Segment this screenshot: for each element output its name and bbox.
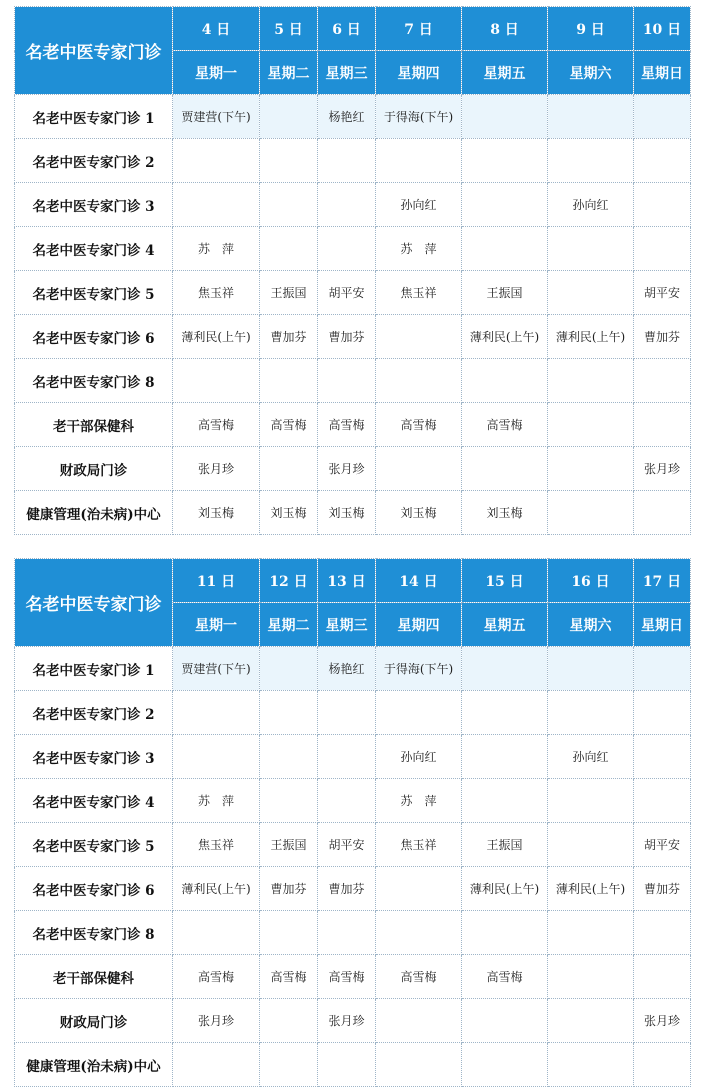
table-row <box>15 271 691 315</box>
table-row <box>15 447 691 491</box>
weekday-header: 星期日 <box>634 603 691 647</box>
doctor-cell <box>548 491 634 535</box>
doctor-cell <box>376 999 462 1043</box>
table-title: 名老中医专家门诊 <box>15 7 173 95</box>
schedule-body <box>15 559 691 1087</box>
table-row <box>15 823 691 867</box>
date-header: 11 日 <box>173 559 260 603</box>
doctor-cell <box>173 735 260 779</box>
doctor-cell: 张月珍 <box>173 447 260 491</box>
weekday-header: 星期二 <box>260 603 318 647</box>
doctor-cell: 杨艳红 <box>318 95 376 139</box>
table-row <box>15 403 691 447</box>
doctor-cell <box>548 691 634 735</box>
clinic-label: 名老中医专家门诊 4 <box>15 227 173 271</box>
doctor-cell <box>260 227 318 271</box>
doctor-cell <box>376 139 462 183</box>
doctor-cell <box>173 183 260 227</box>
clinic-label: 名老中医专家门诊 3 <box>15 735 173 779</box>
doctor-cell: 曹加芬 <box>260 867 318 911</box>
doctor-cell: 高雪梅 <box>318 403 376 447</box>
doctor-cell <box>548 823 634 867</box>
doctor-cell: 焦玉祥 <box>376 271 462 315</box>
table-row <box>15 183 691 227</box>
doctor-cell: 高雪梅 <box>462 403 548 447</box>
clinic-label: 老干部保健科 <box>15 955 173 999</box>
doctor-cell <box>318 779 376 823</box>
table-row <box>15 315 691 359</box>
table-row <box>15 735 691 779</box>
doctor-cell <box>634 691 691 735</box>
clinic-label: 名老中医专家门诊 5 <box>15 271 173 315</box>
table-row <box>15 227 691 271</box>
date-header: 12 日 <box>260 559 318 603</box>
doctor-cell <box>260 139 318 183</box>
table-row <box>15 911 691 955</box>
doctor-cell <box>376 447 462 491</box>
header-date-row <box>15 7 691 51</box>
weekday-header: 星期四 <box>376 603 462 647</box>
doctor-cell: 高雪梅 <box>318 955 376 999</box>
doctor-cell <box>462 95 548 139</box>
doctor-cell: 张月珍 <box>318 447 376 491</box>
date-header: 6 日 <box>318 7 376 51</box>
table-title: 名老中医专家门诊 <box>15 559 173 647</box>
doctor-cell <box>318 183 376 227</box>
doctor-cell: 孙向红 <box>548 183 634 227</box>
doctor-cell: 苏 萍 <box>376 779 462 823</box>
doctor-cell: 高雪梅 <box>173 955 260 999</box>
schedule-body <box>15 7 691 535</box>
doctor-cell <box>260 999 318 1043</box>
doctor-cell: 薄利民(上午) <box>173 867 260 911</box>
doctor-cell <box>260 779 318 823</box>
doctor-cell <box>260 691 318 735</box>
doctor-cell <box>634 779 691 823</box>
weekday-header: 星期三 <box>318 51 376 95</box>
doctor-cell: 薄利民(上午) <box>548 315 634 359</box>
doctor-cell: 胡平安 <box>318 271 376 315</box>
table-row <box>15 359 691 403</box>
doctor-cell <box>318 691 376 735</box>
clinic-label: 健康管理(治未病)中心 <box>15 1043 173 1087</box>
clinic-label: 财政局门诊 <box>15 999 173 1043</box>
doctor-cell: 焦玉祥 <box>376 823 462 867</box>
doctor-cell: 苏 萍 <box>376 227 462 271</box>
doctor-cell: 薄利民(上午) <box>462 867 548 911</box>
doctor-cell <box>260 647 318 691</box>
doctor-cell: 曹加芬 <box>260 315 318 359</box>
doctor-cell <box>173 359 260 403</box>
date-header: 4 日 <box>173 7 260 51</box>
doctor-cell <box>376 867 462 911</box>
doctor-cell <box>548 271 634 315</box>
clinic-label: 名老中医专家门诊 2 <box>15 691 173 735</box>
doctor-cell <box>376 691 462 735</box>
doctor-cell: 刘玉梅 <box>318 491 376 535</box>
date-header: 8 日 <box>462 7 548 51</box>
date-header: 7 日 <box>376 7 462 51</box>
doctor-cell <box>634 955 691 999</box>
table-row <box>15 139 691 183</box>
doctor-cell <box>548 227 634 271</box>
doctor-cell: 王振国 <box>462 823 548 867</box>
doctor-cell <box>462 227 548 271</box>
table-row <box>15 95 691 139</box>
doctor-cell: 张月珍 <box>634 999 691 1043</box>
date-header: 5 日 <box>260 7 318 51</box>
weekday-header: 星期四 <box>376 51 462 95</box>
clinic-label: 老干部保健科 <box>15 403 173 447</box>
doctor-cell <box>548 359 634 403</box>
table-row <box>15 867 691 911</box>
weekday-header: 星期三 <box>318 603 376 647</box>
doctor-cell <box>462 691 548 735</box>
doctor-cell: 杨艳红 <box>318 647 376 691</box>
doctor-cell <box>462 139 548 183</box>
doctor-cell <box>318 911 376 955</box>
doctor-cell <box>260 183 318 227</box>
schedule-table-week-2 <box>14 558 691 1087</box>
doctor-cell <box>548 779 634 823</box>
doctor-cell: 刘玉梅 <box>376 491 462 535</box>
doctor-cell: 胡平安 <box>634 271 691 315</box>
date-header: 9 日 <box>548 7 634 51</box>
doctor-cell <box>548 447 634 491</box>
doctor-cell <box>318 735 376 779</box>
doctor-cell: 胡平安 <box>634 823 691 867</box>
clinic-label: 名老中医专家门诊 6 <box>15 867 173 911</box>
clinic-label: 名老中医专家门诊 8 <box>15 359 173 403</box>
doctor-cell <box>462 779 548 823</box>
doctor-cell: 张月珍 <box>173 999 260 1043</box>
doctor-cell <box>634 491 691 535</box>
doctor-cell <box>634 359 691 403</box>
weekday-header: 星期二 <box>260 51 318 95</box>
doctor-cell: 曹加芬 <box>634 867 691 911</box>
weekday-header: 星期日 <box>634 51 691 95</box>
doctor-cell <box>634 95 691 139</box>
doctor-cell: 孙向红 <box>548 735 634 779</box>
doctor-cell <box>173 139 260 183</box>
doctor-cell <box>548 403 634 447</box>
doctor-cell: 高雪梅 <box>173 403 260 447</box>
date-header: 15 日 <box>462 559 548 603</box>
doctor-cell <box>634 227 691 271</box>
doctor-cell: 薄利民(上午) <box>462 315 548 359</box>
clinic-label: 名老中医专家门诊 1 <box>15 647 173 691</box>
doctor-cell: 孙向红 <box>376 735 462 779</box>
doctor-cell: 薄利民(上午) <box>548 867 634 911</box>
weekday-header: 星期六 <box>548 51 634 95</box>
doctor-cell <box>548 999 634 1043</box>
doctor-cell: 焦玉祥 <box>173 271 260 315</box>
doctor-cell <box>548 647 634 691</box>
doctor-cell: 贾建营(下午) <box>173 95 260 139</box>
clinic-label: 名老中医专家门诊 4 <box>15 779 173 823</box>
doctor-cell <box>462 735 548 779</box>
clinic-label: 名老中医专家门诊 8 <box>15 911 173 955</box>
doctor-cell: 张月珍 <box>634 447 691 491</box>
doctor-cell <box>548 139 634 183</box>
doctor-cell <box>260 95 318 139</box>
clinic-label: 财政局门诊 <box>15 447 173 491</box>
doctor-cell: 张月珍 <box>318 999 376 1043</box>
doctor-cell <box>260 447 318 491</box>
doctor-cell <box>260 911 318 955</box>
doctor-cell <box>634 183 691 227</box>
doctor-cell <box>376 359 462 403</box>
clinic-label: 名老中医专家门诊 1 <box>15 95 173 139</box>
doctor-cell: 曹加芬 <box>318 315 376 359</box>
doctor-cell: 曹加芬 <box>318 867 376 911</box>
clinic-label: 名老中医专家门诊 3 <box>15 183 173 227</box>
header-date-row <box>15 559 691 603</box>
doctor-cell <box>634 139 691 183</box>
table-row <box>15 779 691 823</box>
doctor-cell <box>318 359 376 403</box>
schedule-table-week-1 <box>14 6 691 535</box>
doctor-cell: 高雪梅 <box>462 955 548 999</box>
doctor-cell: 刘玉梅 <box>260 491 318 535</box>
doctor-cell <box>548 955 634 999</box>
doctor-cell: 高雪梅 <box>260 955 318 999</box>
doctor-cell: 刘玉梅 <box>173 491 260 535</box>
date-header: 10 日 <box>634 7 691 51</box>
doctor-cell <box>548 911 634 955</box>
table-row <box>15 999 691 1043</box>
weekday-header: 星期六 <box>548 603 634 647</box>
doctor-cell <box>462 647 548 691</box>
doctor-cell <box>462 359 548 403</box>
doctor-cell: 苏 萍 <box>173 227 260 271</box>
doctor-cell <box>462 999 548 1043</box>
doctor-cell <box>173 911 260 955</box>
weekday-header: 星期一 <box>173 51 260 95</box>
date-header: 17 日 <box>634 559 691 603</box>
doctor-cell: 于得海(下午) <box>376 95 462 139</box>
doctor-cell <box>462 183 548 227</box>
doctor-cell: 王振国 <box>260 823 318 867</box>
doctor-cell <box>173 691 260 735</box>
doctor-cell: 贾建营(下午) <box>173 647 260 691</box>
clinic-label: 名老中医专家门诊 5 <box>15 823 173 867</box>
doctor-cell: 高雪梅 <box>260 403 318 447</box>
doctor-cell: 焦玉祥 <box>173 823 260 867</box>
doctor-cell <box>260 735 318 779</box>
doctor-cell <box>462 447 548 491</box>
clinic-label: 名老中医专家门诊 6 <box>15 315 173 359</box>
table-row <box>15 491 691 535</box>
doctor-cell <box>634 403 691 447</box>
table-row <box>15 647 691 691</box>
doctor-cell: 薄利民(上午) <box>173 315 260 359</box>
clinic-label: 健康管理(治未病)中心 <box>15 491 173 535</box>
doctor-cell: 曹加芬 <box>634 315 691 359</box>
doctor-cell: 于得海(下午) <box>376 647 462 691</box>
weekday-header: 星期五 <box>462 51 548 95</box>
doctor-cell <box>634 735 691 779</box>
doctor-cell: 王振国 <box>462 271 548 315</box>
weekday-header: 星期一 <box>173 603 260 647</box>
table-row <box>15 691 691 735</box>
clinic-label: 名老中医专家门诊 2 <box>15 139 173 183</box>
doctor-cell: 胡平安 <box>318 823 376 867</box>
date-header: 13 日 <box>318 559 376 603</box>
doctor-cell <box>376 315 462 359</box>
weekday-header: 星期五 <box>462 603 548 647</box>
doctor-cell: 高雪梅 <box>376 403 462 447</box>
doctor-cell: 刘玉梅 <box>462 491 548 535</box>
table-row <box>15 955 691 999</box>
doctor-cell: 王振国 <box>260 271 318 315</box>
doctor-cell <box>318 227 376 271</box>
doctor-cell: 苏 萍 <box>173 779 260 823</box>
doctor-cell <box>634 647 691 691</box>
date-header: 14 日 <box>376 559 462 603</box>
doctor-cell <box>462 911 548 955</box>
doctor-cell <box>260 359 318 403</box>
doctor-cell <box>318 139 376 183</box>
doctor-cell: 孙向红 <box>376 183 462 227</box>
date-header: 16 日 <box>548 559 634 603</box>
doctor-cell <box>548 95 634 139</box>
doctor-cell <box>634 911 691 955</box>
doctor-cell <box>376 911 462 955</box>
doctor-cell: 高雪梅 <box>376 955 462 999</box>
